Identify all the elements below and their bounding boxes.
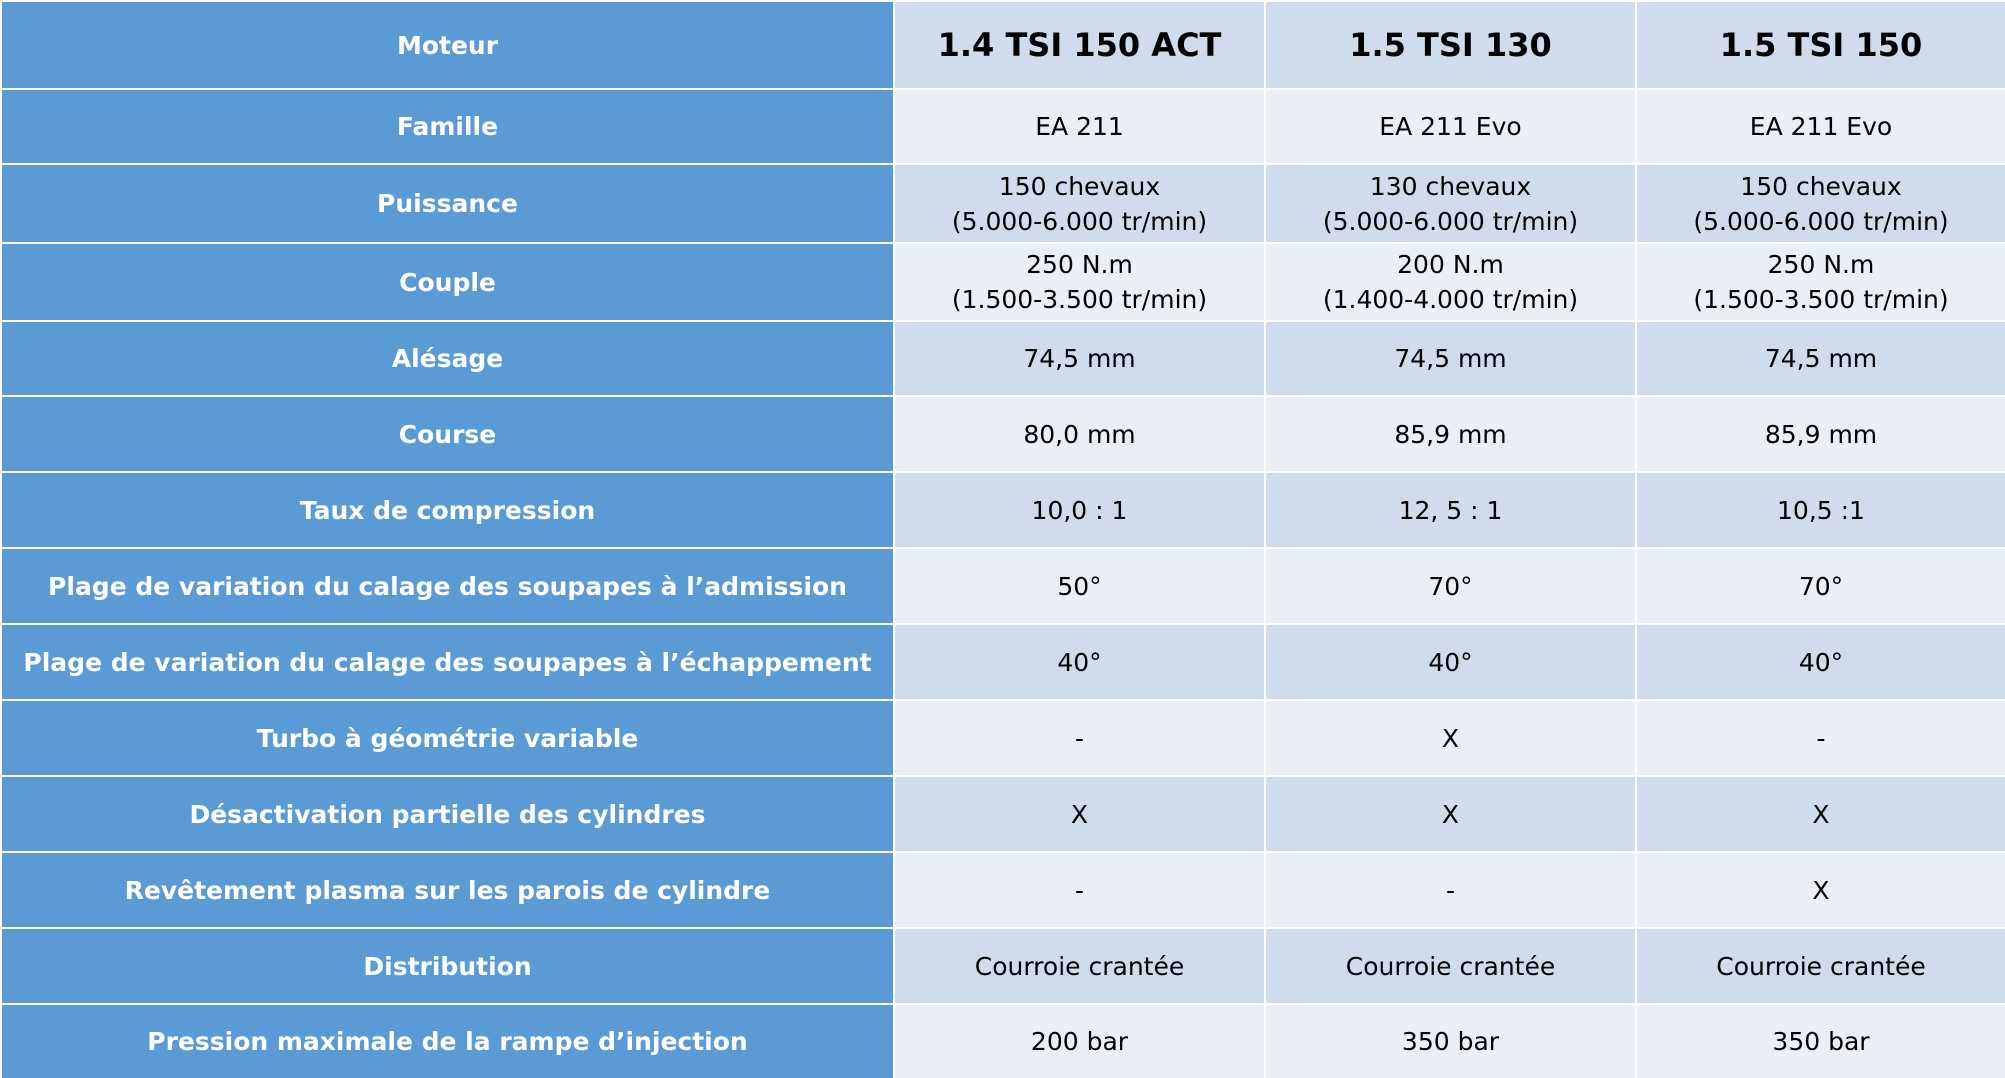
row-label: Plage de variation du calage des soupapes à l’échappement bbox=[2, 625, 893, 699]
cell-text-line: 150 chevaux bbox=[1740, 171, 1902, 201]
table-cell bbox=[1637, 244, 2005, 320]
cell-text-line: - bbox=[1074, 875, 1085, 905]
cell-text-line: X bbox=[1441, 723, 1460, 753]
cell-text-line: 40° bbox=[1428, 647, 1473, 677]
cell-text-line: 150 chevaux bbox=[998, 171, 1161, 201]
table-cell bbox=[1637, 165, 2005, 242]
table-cell bbox=[1637, 777, 2005, 851]
row-label: Désactivation partielle des cylindres bbox=[2, 777, 893, 851]
table-cell bbox=[1266, 322, 1635, 395]
table-cell bbox=[1637, 701, 2005, 775]
table-cell bbox=[1266, 701, 1635, 775]
table-cell bbox=[1266, 473, 1635, 547]
cell-text-line: 85,9 mm bbox=[1394, 419, 1507, 449]
table-cell bbox=[895, 165, 1264, 242]
cell-text-line: 80,0 mm bbox=[1023, 419, 1136, 449]
table-cell bbox=[1637, 473, 2005, 547]
table-cell bbox=[1266, 625, 1635, 699]
header-label-cell: Moteur bbox=[2, 2, 893, 88]
row-label: Turbo à géométrie variable bbox=[2, 701, 893, 775]
cell-text-line: (5.000-6.000 tr/min) bbox=[1322, 206, 1579, 236]
table-cell bbox=[895, 322, 1264, 395]
row-label: Distribution bbox=[2, 929, 893, 1003]
table-cell bbox=[1637, 625, 2005, 699]
table-cell bbox=[1637, 853, 2005, 927]
row-label: Course bbox=[2, 397, 893, 471]
cell-text-line: (5.000-6.000 tr/min) bbox=[951, 206, 1208, 236]
table-cell bbox=[895, 625, 1264, 699]
cell-text-line: 74,5 mm bbox=[1394, 344, 1507, 373]
cell-text-line: 350 bar bbox=[1401, 1027, 1500, 1056]
cell-text-line: - bbox=[1074, 723, 1085, 753]
engine-header-cell bbox=[1266, 2, 1635, 88]
table-cell bbox=[895, 90, 1264, 163]
table-cell bbox=[1637, 90, 2005, 163]
table-cell bbox=[1266, 397, 1635, 471]
cell-text-line: 250 N.m bbox=[1767, 250, 1875, 279]
cell-text-line: 74,5 mm bbox=[1023, 344, 1136, 373]
table-cell bbox=[1266, 777, 1635, 851]
row-label: Couple bbox=[2, 244, 893, 320]
cell-text-line: 70° bbox=[1428, 571, 1473, 601]
cell-text-line: (1.500-3.500 tr/min) bbox=[1693, 285, 1949, 314]
cell-text-line: 10,5 :1 bbox=[1777, 495, 1865, 525]
table-cell bbox=[1637, 397, 2005, 471]
row-label: Revêtement plasma sur les parois de cylindre bbox=[2, 853, 893, 927]
cell-text-line: 70° bbox=[1798, 571, 1844, 601]
table-cell bbox=[895, 473, 1264, 547]
engine-header-cell bbox=[1637, 2, 2005, 88]
engine-header-cell bbox=[895, 2, 1264, 88]
cell-text-line: X bbox=[1812, 799, 1830, 829]
table-cell bbox=[895, 701, 1264, 775]
row-label: Famille bbox=[2, 90, 893, 163]
row-label: Plage de variation du calage des soupapes à l’admission bbox=[2, 549, 893, 623]
row-label: Pression maximale de la rampe d’injection bbox=[2, 1005, 893, 1078]
cell-text-line: 250 N.m bbox=[1026, 250, 1133, 279]
cell-text-line: 130 chevaux bbox=[1369, 171, 1532, 201]
cell-text-line: X bbox=[1812, 875, 1830, 905]
cell-text-line: - bbox=[1445, 875, 1456, 905]
table-cell bbox=[1266, 165, 1635, 242]
cell-text-line: EA 211 Evo bbox=[1379, 112, 1522, 141]
table-cell bbox=[895, 929, 1264, 1003]
cell-text-line: (1.400-4.000 tr/min) bbox=[1322, 285, 1579, 314]
table-cell bbox=[1266, 929, 1635, 1003]
cell-text-line: 40° bbox=[1057, 647, 1102, 677]
cell-text-line: Courroie crantée bbox=[974, 951, 1185, 981]
cell-text-line: 50° bbox=[1057, 571, 1102, 601]
table-cell bbox=[1266, 853, 1635, 927]
cell-text-line: 10,0 : 1 bbox=[1031, 495, 1128, 525]
cell-text-line: X bbox=[1070, 799, 1089, 829]
cell-text-line: (5.000-6.000 tr/min) bbox=[1693, 206, 1949, 236]
table-cell bbox=[1266, 90, 1635, 163]
table-cell bbox=[895, 1005, 1264, 1078]
cell-text-line: X bbox=[1441, 799, 1460, 829]
table-cell bbox=[895, 397, 1264, 471]
table-cell bbox=[1266, 549, 1635, 623]
table-cell bbox=[895, 244, 1264, 320]
cell-text-line: 1.4 TSI 150 ACT bbox=[937, 26, 1222, 64]
row-label: Puissance bbox=[2, 165, 893, 242]
cell-text-line: Courroie crantée bbox=[1716, 951, 1926, 981]
table-cell bbox=[1266, 1005, 1635, 1078]
cell-text-line: 200 bar bbox=[1030, 1027, 1129, 1056]
table-cell bbox=[895, 853, 1264, 927]
cell-text-line: 74,5 mm bbox=[1764, 344, 1878, 373]
cell-text-line: EA 211 Evo bbox=[1749, 112, 1893, 141]
table-cell bbox=[895, 777, 1264, 851]
table-cell bbox=[1637, 1005, 2005, 1078]
cell-text-line: Courroie crantée bbox=[1345, 951, 1556, 981]
table-cell bbox=[1637, 322, 2005, 395]
table-cell bbox=[1266, 244, 1635, 320]
cell-text-line: 12, 5 : 1 bbox=[1398, 495, 1503, 525]
cell-text-line: 1.5 TSI 150 bbox=[1719, 26, 1923, 64]
cell-text-line: 350 bar bbox=[1772, 1027, 1870, 1056]
cell-text-line: 85,9 mm bbox=[1764, 419, 1878, 449]
table-cell bbox=[1637, 549, 2005, 623]
table-cell bbox=[895, 549, 1264, 623]
cell-text-line: 200 N.m bbox=[1397, 250, 1504, 279]
cell-text-line: 40° bbox=[1798, 647, 1844, 677]
row-label: Alésage bbox=[2, 322, 893, 395]
engine-comparison-table bbox=[2, 2, 2003, 1054]
cell-text-line: - bbox=[1816, 723, 1826, 753]
cell-text-line: 1.5 TSI 130 bbox=[1349, 26, 1552, 64]
row-label: Taux de compression bbox=[2, 473, 893, 547]
cell-text-line: (1.500-3.500 tr/min) bbox=[951, 285, 1208, 314]
table-cell bbox=[1637, 929, 2005, 1003]
cell-text-line: EA 211 bbox=[1035, 112, 1124, 141]
